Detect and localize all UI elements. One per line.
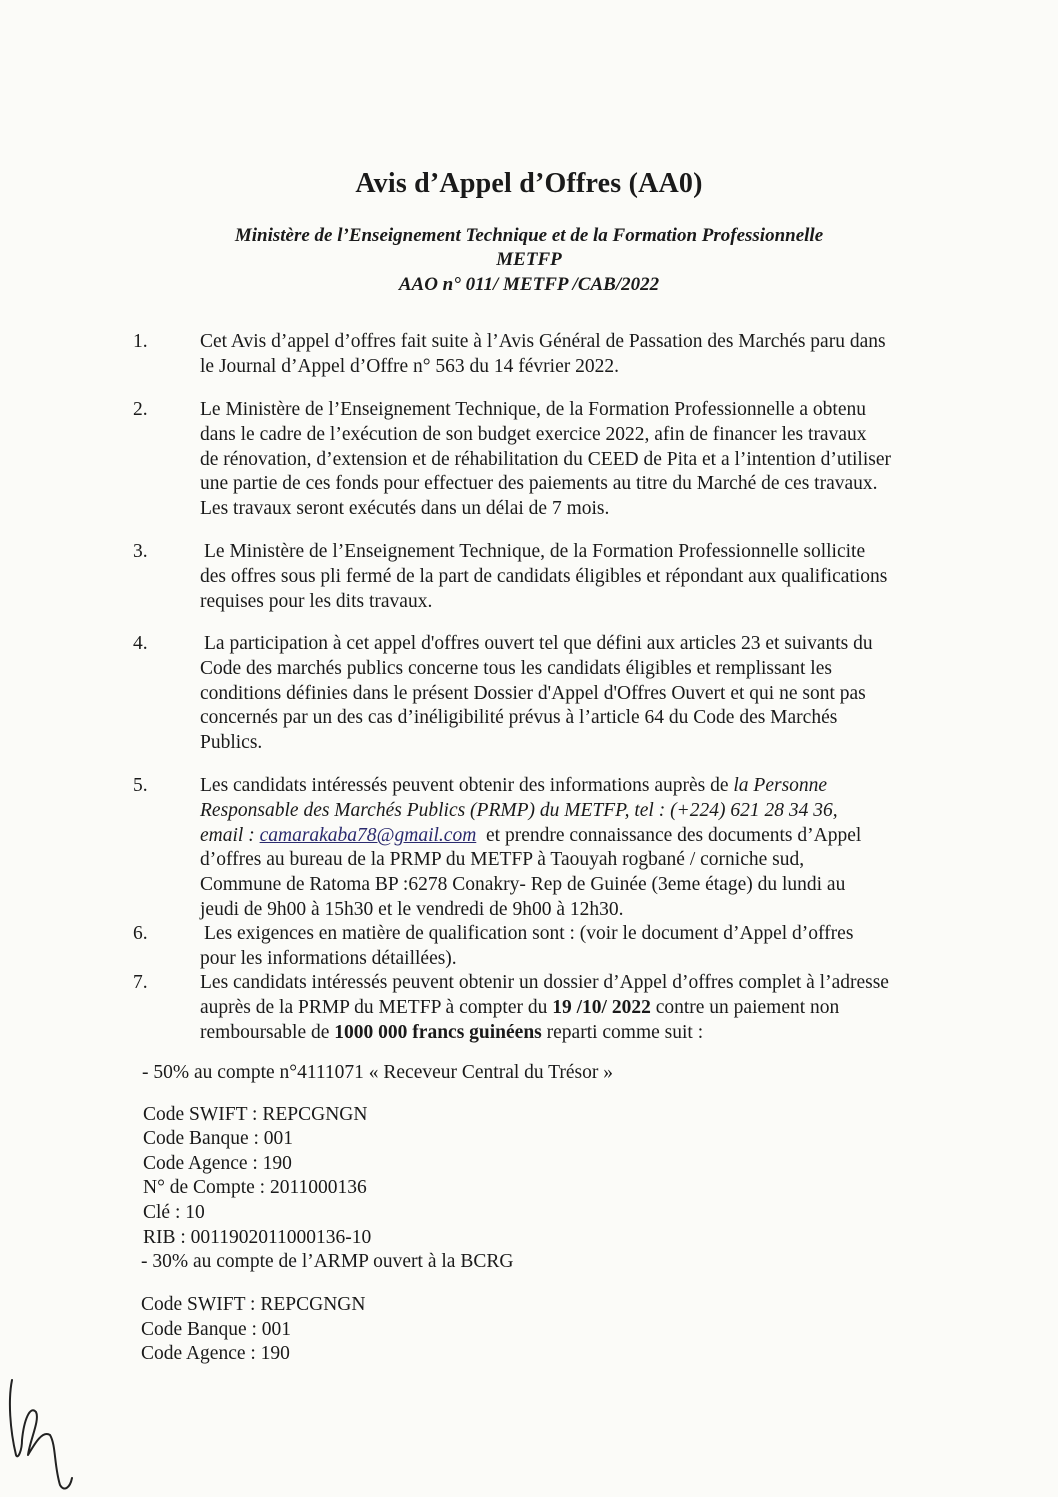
start-date: 19 /10/ 2022 — [552, 997, 651, 1018]
ministry-name: Ministère de l’Enseignement Technique et de la Formation Professionnelle — [234, 225, 824, 246]
paragraph-line: pour les informations détaillées). — [200, 948, 457, 969]
paragraph-line: Le Ministère de l’Enseignement Technique, de la Formation Professionnelle sollicite — [204, 541, 866, 562]
paragraph-line — [200, 996, 950, 1021]
payment-heading-1: - 50% au compte n°4111071 « Receveur Central du Trésor » — [142, 1062, 614, 1083]
paragraph-number: 4. — [133, 633, 148, 654]
text-span: Les candidats intéressés peuvent obtenir des informations auprès de — [200, 775, 734, 796]
paragraph-number: 5. — [133, 775, 148, 796]
bank-detail-line: Code Banque : 001 — [143, 1128, 294, 1149]
paragraph-line: des offres sous pli fermé de la part de candidats éligibles et répondant aux qualifications — [200, 566, 888, 587]
paragraph-line: Commune de Ratoma BP :6278 Conakry- Rep de Guinée (3eme étage) du lundi au — [200, 874, 846, 895]
paragraph-line: Responsable des Marchés Publics (PRMP) du METFP, tel : (+224) 621 28 34 36, — [200, 800, 838, 821]
handwritten-initials — [0, 1360, 90, 1497]
bank-detail-line: N° de Compte : 2011000136 — [143, 1177, 367, 1198]
paragraph-line: de rénovation, d’extension et de réhabilitation du CEED de Pita et a l’intention d’utiliser — [200, 449, 891, 470]
paragraph-line: Les candidats intéressés peuvent obtenir un dossier d’Appel d’offres complet à l’adresse — [200, 972, 889, 993]
paragraph-line: Publics. — [200, 732, 263, 753]
text-span: contre un paiement non — [650, 997, 840, 1018]
bank-detail-line: Code SWIFT : REPCGNGN — [141, 1294, 366, 1315]
paragraph-line: d’offres au bureau de la PRMP du METFP à Taouyah rogbané / corniche sud, — [200, 849, 805, 870]
text-span: remboursable de — [200, 1022, 335, 1043]
paragraph-line: une partie de ces fonds pour effectuer des paiements au titre du Marché de ces travaux. — [200, 473, 878, 494]
paragraph-line: Les travaux seront exécutés dans un délai de 7 mois. — [200, 498, 610, 519]
paragraph-line: Le Ministère de l’Enseignement Technique, de la Formation Professionnelle a obtenu — [200, 399, 866, 420]
bank-detail-line: Clé : 10 — [143, 1202, 205, 1223]
paragraph-line: requises pour les dits travaux. — [200, 591, 433, 612]
bank-detail-line: RIB : 0011902011000136-10 — [143, 1227, 372, 1248]
text-span: et prendre connaissance des documents d’Appel — [476, 825, 862, 846]
text-span: reparti comme suit : — [541, 1022, 704, 1043]
bank-detail-line: Code Banque : 001 — [141, 1319, 292, 1340]
paragraph-number: 1. — [133, 331, 148, 352]
paragraph-line: Les exigences en matière de qualification sont : (voir le document d’Appel d’offres — [204, 923, 854, 944]
bank-detail-line: Code Agence : 190 — [143, 1153, 292, 1174]
paragraph-line: Code des marchés publics concerne tous les candidats éligibles et remplissant les — [200, 658, 832, 679]
fee-amount: 1000 000 francs guinéens — [334, 1022, 542, 1043]
bank-detail-line: Code SWIFT : REPCGNGN — [143, 1104, 368, 1125]
paragraph-line — [200, 824, 950, 849]
text-span-italic: la Personne — [733, 775, 828, 796]
paragraph-line: La participation à cet appel d'offres ouvert tel que défini aux articles 23 et suivants du — [204, 633, 873, 654]
paragraph-number: 7. — [133, 972, 148, 993]
paragraph-line: le Journal d’Appel d’Offre n° 563 du 14 février 2022. — [200, 356, 619, 377]
email-link[interactable]: camarakaba78@gmail.com — [259, 825, 477, 846]
paragraph-number: 6. — [133, 923, 148, 944]
paragraph-number: 3. — [133, 541, 148, 562]
paragraph-line: jeudi de 9h00 à 15h30 et le vendredi de 9h00 à 12h30. — [200, 899, 624, 920]
document-title: Avis d’Appel d’Offres (AA0) — [355, 168, 703, 199]
text-span: auprès de la PRMP du METFP à compter du — [200, 997, 553, 1018]
bank-detail-line: Code Agence : 190 — [141, 1343, 290, 1364]
payment-heading-2: - 30% au compte de l’ARMP ouvert à la BCRG — [141, 1251, 514, 1272]
email-label: email : — [200, 825, 260, 846]
paragraph-line — [200, 1021, 950, 1046]
paragraph-line: Cet Avis d’appel d’offres fait suite à l’Avis Général de Passation des Marchés paru dans — [200, 331, 886, 352]
paragraph-line: dans le cadre de l’exécution de son budget exercice 2022, afin de financer les travaux — [200, 424, 867, 445]
paragraph-line: concernés par un des cas d’inéligibilité prévus à l’article 64 du Code des Marchés — [200, 707, 838, 728]
ministry-acronym: METFP — [496, 249, 562, 270]
tender-reference: AAO n° 011/ METFP /CAB/2022 — [398, 274, 660, 295]
paragraph-number: 2. — [133, 399, 148, 420]
paragraph-line — [200, 774, 950, 799]
paragraph-line: conditions définies dans le présent Dossier d'Appel d'Offres Ouvert et qui ne sont pas — [200, 683, 866, 704]
